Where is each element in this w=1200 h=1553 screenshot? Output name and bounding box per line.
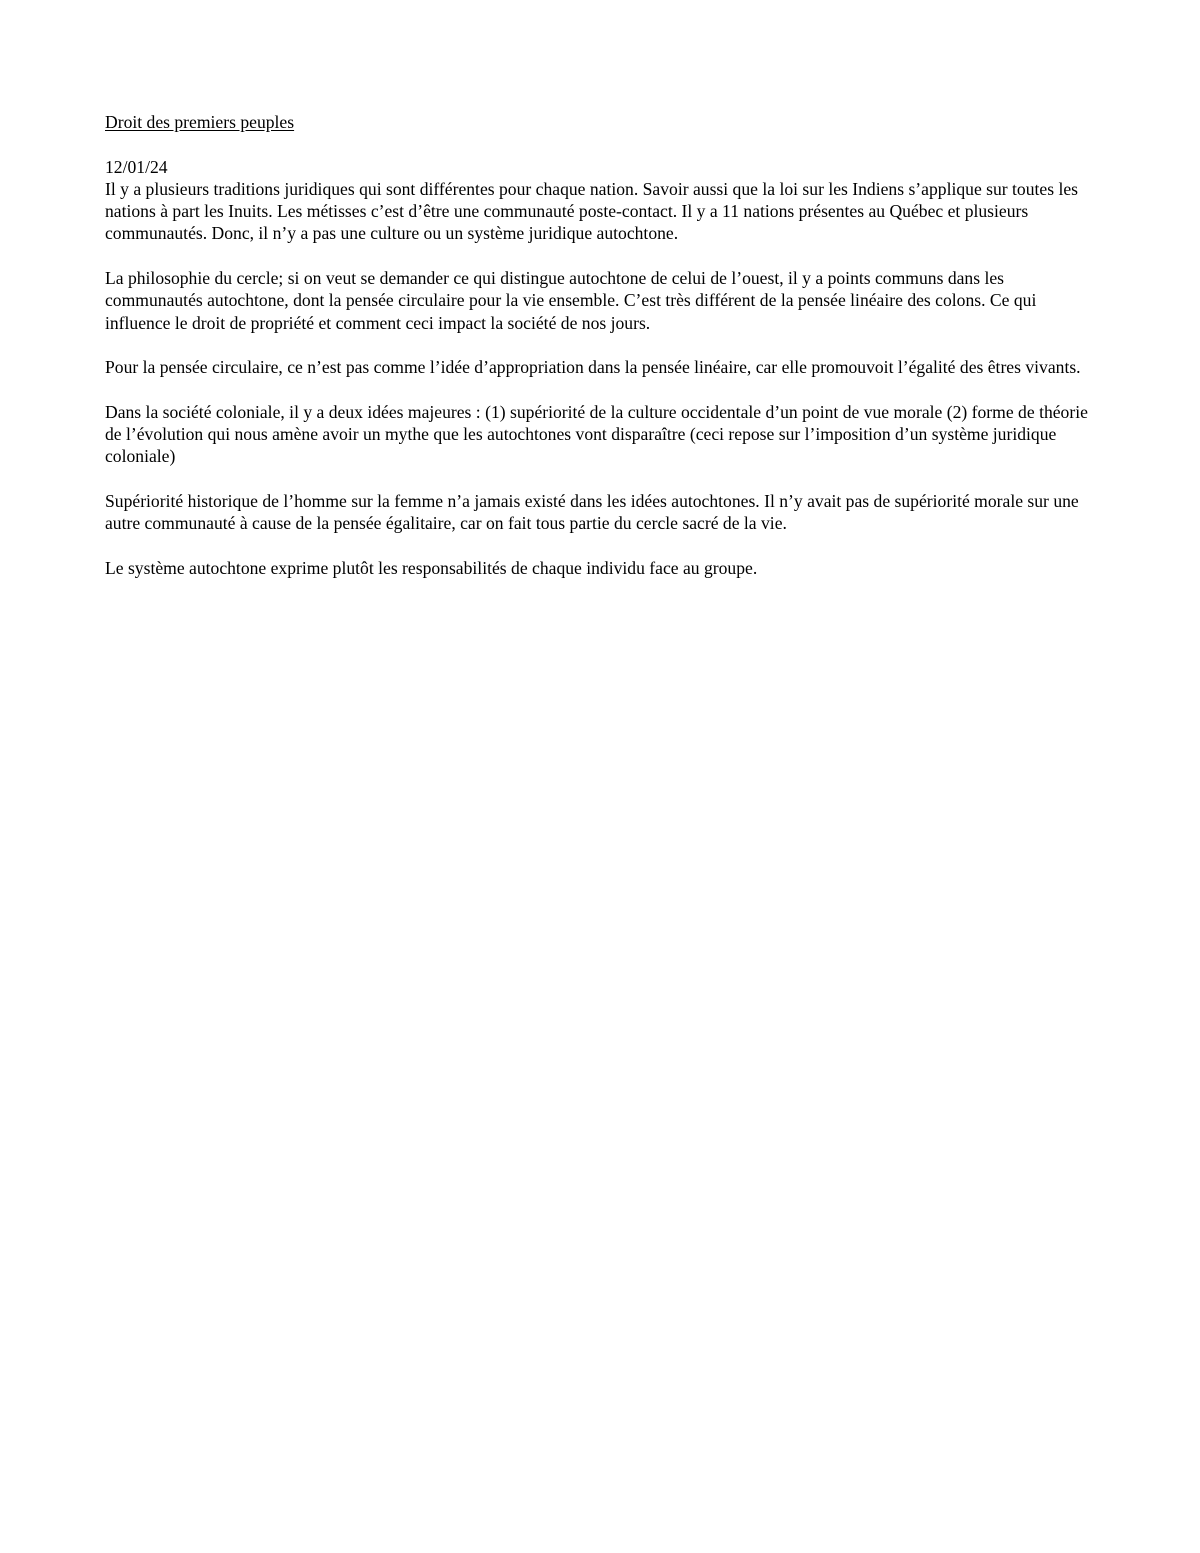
blank-line [105, 133, 1090, 155]
paragraph-nations: Il y a plusieurs traditions juridiques qui sont différentes pour chaque nation. Savoir aussi que la loi sur les Indiens s’applique sur toutes les nations à part les Inuits. Les métisses c’est d’être une communauté poste-contact. Il y a 11 nations présentes au Québec et plusieurs communautés. Donc, il n’y a pas une culture ou un système juridique autochtone. [105, 178, 1079, 244]
paragraph-circle-philosophy: La philosophie du cercle; si on veut se demander ce qui distingue autochtone de celui de l’ouest, il y a points communs dans les communautés autochtone, dont la pensée circulaire pour la vie ensemble. C’est très différent de la pensée linéaire des colons. Ce qui influence le droit de propriété et comment ceci impact la société de nos jours. [105, 268, 1037, 333]
document-title: Droit des premiers peuples [105, 112, 295, 132]
document-page [105, 111, 1090, 602]
paragraph-colonial-society: Dans la société coloniale, il y a deux idées majeures : (1) supériorité de la culture occidentale d’un point de vue morale (2) forme de théorie de l’évolution qui nous amène avoir un mythe que les autochtones vont disparaître (ceci repose sur l’imposition d’un système juridique coloniale) [105, 401, 1088, 467]
paragraph-equality: Supériorité historique de l’homme sur la femme n’a jamais existé dans les idées autochtones. Il n’y avait pas de supériorité morale sur une autre communauté à cause de la pensée égalitaire, car on fait tous partie du cercle sacré de la vie. [105, 491, 1079, 534]
paragraph-circular-thinking: Pour la pensée circulaire, ce n’est pas comme l’idée d’appropriation dans la pensée linéaire, car elle promouvoit l’égalité des êtres vivants. [105, 357, 1081, 378]
document-date: 12/01/24 [105, 156, 168, 177]
paragraph-responsibilities: Le système autochtone exprime plutôt les responsabilités de chaque individu face au groupe. [105, 557, 758, 578]
